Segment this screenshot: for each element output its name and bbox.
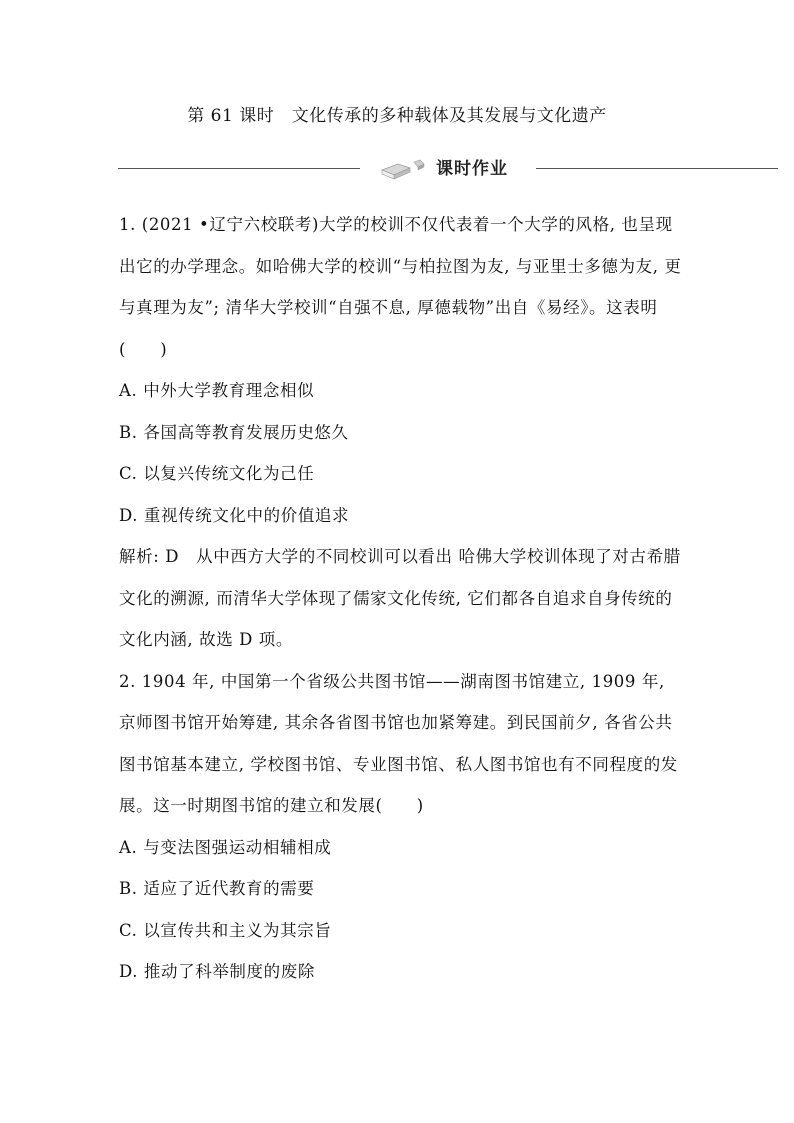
question-2-option-b: B. 适应了近代教育的需要 — [119, 879, 315, 898]
question-2-option-a: A. 与变法图强运动相辅相成 — [119, 837, 332, 857]
question-1-option-d: D. 重视传统文化中的价值追求 — [119, 505, 350, 525]
page-title: 第 61 课时 文化传承的多种载体及其发展与文化遗产 — [187, 106, 607, 126]
section-label: 课时作业 — [436, 159, 508, 179]
question-2-option-d: D. 推动了科举制度的废除 — [119, 962, 315, 981]
question-2 — [119, 661, 683, 993]
question-1-explanation: 解析: D 从中西方大学的不同校训可以看出 哈佛大学校训体现了对古希腊文化的溯源, 而清华大学体现了儒家文化传统, 它们都各自追求自身传统的文化内涵, 故选 D 项。 — [119, 547, 681, 649]
question-1-stem: 1. (2021 •辽宁六校联考)大学的校训不仅代表着一个大学的风格, 也呈现出它的办学理念。如哈佛大学的校训“与柏拉图为友, 与亚里士多德为友, 更与真理为友”; 清华大学校训“自强不息, 厚德载物”出自《易经》。这表明( ) — [119, 215, 682, 359]
question-1-option-c: C. 以复兴传统文化为己任 — [119, 464, 315, 483]
question-2-option-c: C. 以宣传共和主义为其宗旨 — [119, 920, 332, 940]
section-divider — [118, 156, 778, 182]
divider-rule-right — [536, 168, 778, 169]
question-list — [119, 204, 683, 993]
question-1-option-b: B. 各国高等教育发展历史悠久 — [119, 422, 349, 442]
question-1-option-a: A. 中外大学教育理念相似 — [119, 381, 315, 400]
question-1 — [119, 204, 683, 661]
books-icon — [380, 158, 428, 180]
question-2-stem: 2. 1904 年, 中国第一个省级公共图书馆——湖南图书馆建立, 1909 年, 京师图书馆开始筹建, 其余各省图书馆也加紧筹建。到民国前夕, 各省公共图书馆基本建立, 学校图书馆、专业图书馆、私人图书馆也有不同程度的发展。这一时期图书馆的建立和发展( ) — [119, 671, 678, 815]
divider-rule-left — [118, 168, 360, 169]
